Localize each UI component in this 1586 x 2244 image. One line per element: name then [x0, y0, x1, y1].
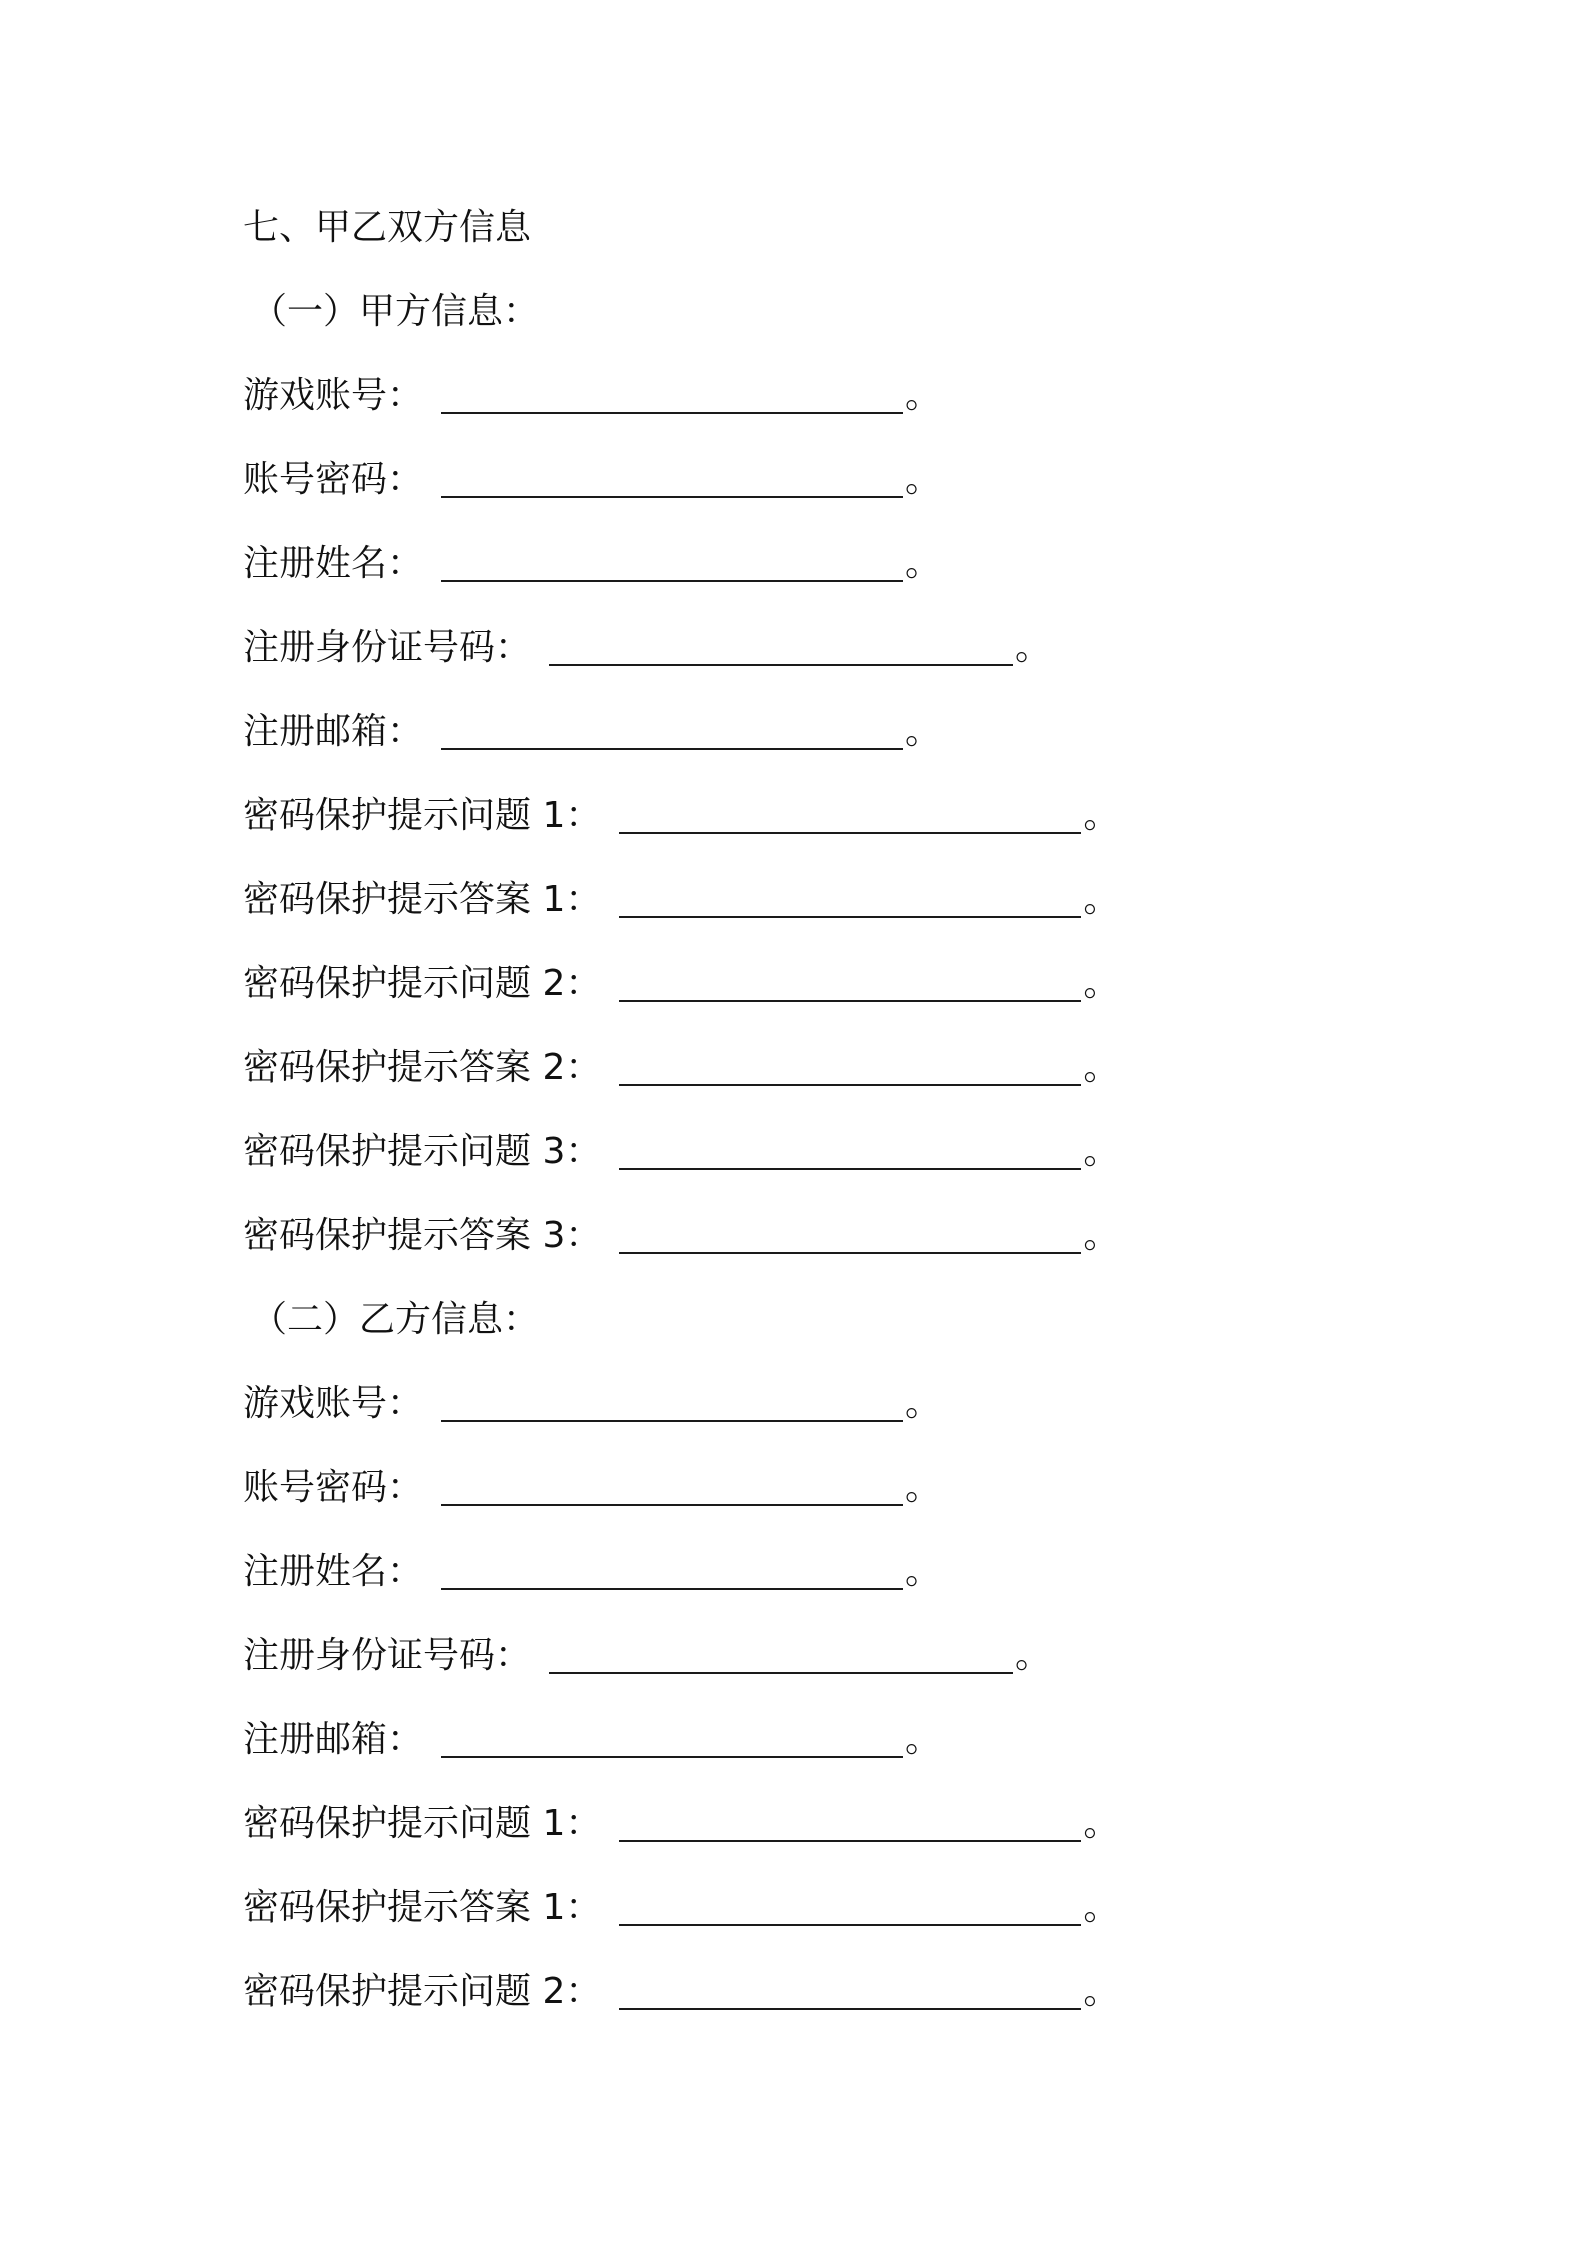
party-b-security-question-2-field	[243, 1964, 1343, 2048]
field-label: 注册姓名：	[243, 543, 424, 584]
fill-in-blank[interactable]	[619, 1796, 1081, 1842]
field-label: 游戏账号：	[243, 1383, 424, 1424]
field-end-mark: 。	[905, 711, 942, 752]
party-a-security-answer-3-field	[243, 1208, 1343, 1292]
field-end-mark: 。	[1083, 1803, 1120, 1844]
field-label: 注册邮箱：	[243, 711, 424, 752]
fill-in-blank[interactable]	[441, 536, 903, 582]
field-end-mark: 。	[905, 543, 942, 584]
fill-in-blank[interactable]	[441, 1460, 903, 1506]
field-end-mark: 。	[1015, 627, 1052, 668]
party-b-security-answer-1-field	[243, 1880, 1343, 1964]
field-end-mark: 。	[905, 459, 942, 500]
party-a-account-password-field	[243, 452, 1343, 536]
field-end-mark: 。	[905, 375, 942, 416]
party-a-security-question-2-field	[243, 956, 1343, 1040]
field-label: 账号密码：	[243, 459, 424, 500]
field-end-mark: 。	[1083, 1047, 1120, 1088]
field-label: 账号密码：	[243, 1467, 424, 1508]
field-end-mark: 。	[905, 1467, 942, 1508]
party-a-security-question-1-field	[243, 788, 1343, 872]
field-label: 游戏账号：	[243, 375, 424, 416]
field-end-mark: 。	[1083, 1887, 1120, 1928]
party-b-account-password-field	[243, 1460, 1343, 1544]
field-label: 密码保护提示问题 2：	[243, 963, 602, 1004]
fill-in-blank[interactable]	[549, 1628, 1013, 1674]
fill-in-blank[interactable]	[619, 1964, 1081, 2010]
field-end-mark: 。	[1083, 879, 1120, 920]
fill-in-blank[interactable]	[441, 704, 903, 750]
section-title-text: 七、甲乙双方信息	[243, 207, 532, 248]
party-a-game-account-field	[243, 368, 1343, 452]
fill-in-blank[interactable]	[619, 956, 1081, 1002]
field-label: 密码保护提示答案 3：	[243, 1215, 602, 1256]
party-a-heading-text: （一）甲方信息：	[251, 291, 540, 332]
field-end-mark: 。	[905, 1383, 942, 1424]
party-b-game-account-field	[243, 1376, 1343, 1460]
field-end-mark: 。	[1083, 1215, 1120, 1256]
fill-in-blank[interactable]	[619, 1124, 1081, 1170]
field-end-mark: 。	[905, 1551, 942, 1592]
party-b-heading-text: （二）乙方信息：	[251, 1299, 540, 1340]
field-end-mark: 。	[1015, 1635, 1052, 1676]
fill-in-blank[interactable]	[619, 1880, 1081, 1926]
field-end-mark: 。	[1083, 1971, 1120, 2012]
fill-in-blank[interactable]	[441, 1712, 903, 1758]
field-label: 密码保护提示答案 2：	[243, 1047, 602, 1088]
fill-in-blank[interactable]	[441, 368, 903, 414]
field-label: 注册姓名：	[243, 1551, 424, 1592]
field-label: 密码保护提示问题 2：	[243, 1971, 602, 2012]
party-b-registered-name-field	[243, 1544, 1343, 1628]
field-label: 密码保护提示问题 3：	[243, 1131, 602, 1172]
field-label: 密码保护提示问题 1：	[243, 1803, 602, 1844]
party-a-registered-name-field	[243, 536, 1343, 620]
party-a-email-field	[243, 704, 1343, 788]
document-content	[243, 200, 1343, 2048]
section-title	[243, 200, 1343, 284]
party-b-email-field	[243, 1712, 1343, 1796]
field-end-mark: 。	[905, 1719, 942, 1760]
party-b-id-number-field	[243, 1628, 1343, 1712]
fill-in-blank[interactable]	[619, 1208, 1081, 1254]
field-label: 注册邮箱：	[243, 1719, 424, 1760]
fill-in-blank[interactable]	[441, 1544, 903, 1590]
party-a-id-number-field	[243, 620, 1343, 704]
party-a-security-answer-1-field	[243, 872, 1343, 956]
fill-in-blank[interactable]	[619, 1040, 1081, 1086]
party-b-security-question-1-field	[243, 1796, 1343, 1880]
field-label: 密码保护提示答案 1：	[243, 1887, 602, 1928]
party-a-heading	[251, 284, 1343, 368]
fill-in-blank[interactable]	[441, 1376, 903, 1422]
party-a-security-answer-2-field	[243, 1040, 1343, 1124]
field-end-mark: 。	[1083, 1131, 1120, 1172]
field-end-mark: 。	[1083, 795, 1120, 836]
field-label: 密码保护提示问题 1：	[243, 795, 602, 836]
field-label: 密码保护提示答案 1：	[243, 879, 602, 920]
fill-in-blank[interactable]	[441, 452, 903, 498]
fill-in-blank[interactable]	[619, 872, 1081, 918]
field-end-mark: 。	[1083, 963, 1120, 1004]
fill-in-blank[interactable]	[549, 620, 1013, 666]
party-a-security-question-3-field	[243, 1124, 1343, 1208]
field-label: 注册身份证号码：	[243, 627, 532, 668]
party-b-heading	[251, 1292, 1343, 1376]
field-label: 注册身份证号码：	[243, 1635, 532, 1676]
fill-in-blank[interactable]	[619, 788, 1081, 834]
